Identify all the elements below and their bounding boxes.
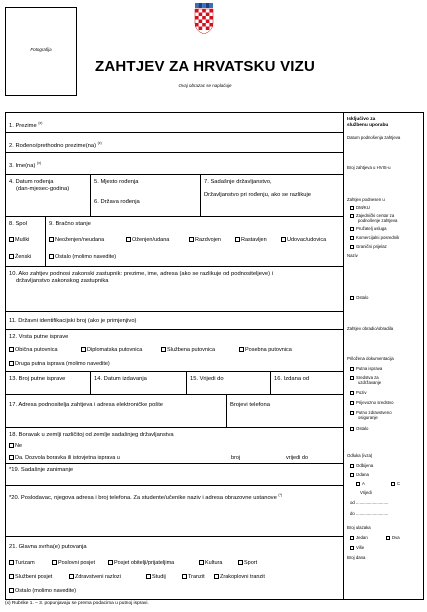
- days-label: Broj dana: [347, 555, 366, 560]
- croatian-coat-of-arms-icon: [193, 3, 215, 34]
- row-national-id[interactable]: [6, 312, 343, 330]
- entries-multiple-option[interactable]: Više: [350, 545, 364, 550]
- nationality-label: 7. Sadašnje državljanstvo,: [204, 179, 272, 185]
- address-label: 17. Adresa podnositelja zahtjeva i adresa elektroničke pošte: [9, 402, 164, 408]
- birth-country-label: 6. Država rođenja: [94, 199, 140, 205]
- sex-label: 8. Spol: [9, 221, 28, 227]
- row-birth-surname[interactable]: [6, 133, 343, 153]
- official-use-heading: Isključivo za: [347, 117, 376, 122]
- purpose-official-option[interactable]: Službeni posjet: [9, 574, 52, 581]
- application-form: [5, 112, 344, 600]
- entries-double-option[interactable]: Dva: [386, 535, 400, 540]
- name-label: Naziv: [347, 253, 358, 258]
- document-type-label: 12. Vrsta putne isprave: [9, 334, 69, 340]
- valid-to-field[interactable]: do ...........................: [350, 511, 389, 516]
- doc-travel-option[interactable]: Putna isprava: [350, 366, 382, 371]
- national-id-label: 11. Državni identifikacijski broj (ako je primjenjivo): [9, 318, 137, 324]
- birth-surname-note: (x): [97, 141, 102, 145]
- submitted-other-option[interactable]: Ostalo: [350, 295, 368, 300]
- nationality-at-birth-label: Državljanstvo pri rođenju, ako se razlikuje: [204, 192, 311, 198]
- row-document-details: [6, 372, 343, 395]
- issued-by-cell[interactable]: 16. Izdana od: [270, 372, 343, 394]
- decision-label: Odluka (ivza): [347, 453, 373, 458]
- form-subtitle: Ovaj obrazac se naplaćuje: [178, 83, 232, 88]
- residence-number-label: broj: [231, 455, 241, 461]
- valid-label: Vrijedi: [360, 490, 372, 495]
- row-sex-marital: [6, 217, 343, 267]
- row-legal-guardian[interactable]: [6, 267, 343, 312]
- doc-other-option[interactable]: Druga putna isprava (molimo navedite): [9, 361, 110, 368]
- sex-female-checkbox[interactable]: [9, 254, 14, 259]
- residence-label: 18. Boravak u zemlji različitoj od zemlje sadašnjeg državljanstva: [9, 432, 174, 438]
- doc-insurance-option[interactable]: Putno zdravstveno: [350, 410, 392, 415]
- phone-cell[interactable]: Brojevi telefona: [226, 395, 343, 427]
- purpose-culture-option[interactable]: Kultura: [199, 560, 222, 567]
- purpose-transit-option[interactable]: Tranzit: [182, 574, 205, 581]
- doc-special-option[interactable]: Posebna putovnica: [239, 347, 292, 354]
- entries-single-option[interactable]: Jedan: [350, 535, 368, 540]
- birth-date-label: 4. Datum rođenja: [9, 179, 54, 185]
- submitted-joint-centre-option[interactable]: Zajednički centar za: [350, 213, 394, 218]
- issue-date-cell[interactable]: 14. Datum izdavanja: [90, 372, 186, 394]
- doc-invitation-option[interactable]: Poziv: [350, 390, 367, 395]
- doc-service-option[interactable]: Službena putovnica: [161, 347, 215, 354]
- row-employer[interactable]: [6, 486, 343, 537]
- document-number-label: 13. Broj putne isprave: [9, 376, 66, 382]
- marital-separated-option[interactable]: Razdvojen: [189, 237, 221, 244]
- occupation-label: *19. Sadašnje zanimanje: [9, 467, 74, 473]
- submitted-embassy-option[interactable]: DM/KU: [350, 205, 370, 210]
- supporting-docs-label: Priložena dokumentacija: [347, 356, 394, 361]
- guardian-label: 10. Ako zahtjev podnosi zakonski zastupnik: prezime, ime, adresa (ako se razlikuje od podnositeljeve) i: [9, 271, 273, 277]
- row-purpose: [6, 537, 343, 601]
- purpose-family-option[interactable]: Posjet obitelji/prijateljima: [108, 560, 174, 567]
- submission-date-label: Datum podnošenja zahtjeva: [347, 135, 401, 140]
- row-occupation[interactable]: [6, 464, 343, 486]
- entries-label: Broj ulazaka: [347, 525, 371, 530]
- row-address[interactable]: [6, 395, 343, 428]
- visa-type-a-option[interactable]: A: [356, 481, 365, 486]
- purpose-airport-transit-option[interactable]: Zrakoplovni tranzit: [214, 574, 265, 581]
- birth-place-label: 5. Mjesto rođenja: [94, 179, 139, 185]
- given-names-label: 3. Ime(na): [9, 162, 36, 169]
- submitted-intermediary-option[interactable]: Komercijalni posrednik: [350, 235, 399, 240]
- valid-from-field[interactable]: od ...........................: [350, 500, 389, 505]
- valid-until-cell[interactable]: 15. Vrijedi do: [186, 372, 270, 394]
- given-names-note: (x): [37, 161, 42, 165]
- decision-refused-option[interactable]: Odbijena: [350, 463, 373, 468]
- sex-female-option[interactable]: Ženski: [9, 254, 31, 261]
- row-given-names[interactable]: [6, 153, 343, 175]
- footnote: (x) Rubrike 1. – 3. popunjavaju se prema podacima u putnoj ispravi.: [5, 601, 149, 606]
- official-use-heading-2: službenu uporabu: [347, 123, 389, 128]
- surname-note: (x): [38, 121, 43, 125]
- official-use-panel: [344, 112, 424, 600]
- doc-means-option[interactable]: Sredstva za: [350, 375, 379, 380]
- marital-other-option[interactable]: Ostalo (molimo navedite): [49, 254, 116, 261]
- form-title: ZAHTJEV ZA HRVATSKU VIZU: [94, 58, 316, 75]
- sex-male-option[interactable]: Muški: [9, 237, 29, 244]
- submitted-border-option[interactable]: Granični prijelaz: [350, 244, 387, 249]
- birth-surname-label: 2. Rođeno/prethodno prezime(na): [9, 142, 97, 149]
- nationality-cell[interactable]: [200, 175, 343, 216]
- purpose-study-option[interactable]: Studij: [146, 574, 166, 581]
- marital-status-label: 9. Bračno stanje: [49, 221, 91, 227]
- marital-divorced-option[interactable]: Rastavljen: [235, 237, 267, 244]
- guardian-label-2: državljanstvo zakonskog zastupnika: [16, 278, 109, 284]
- row-surname[interactable]: [6, 113, 343, 133]
- marital-married-option[interactable]: Oženjen/udana: [126, 237, 169, 244]
- purpose-label: 21. Glavna svrha(e) putovanja: [9, 544, 87, 550]
- doc-transport-option[interactable]: Prijevozno sredstvo: [350, 400, 394, 405]
- application-number-label: Broj zahtjeva u HVIS-u: [347, 165, 391, 170]
- submitted-at-label: Zahtjev podnesen u: [347, 197, 385, 202]
- residence-no-option[interactable]: Ne: [9, 443, 22, 450]
- residence-valid-label: vrijedi do: [286, 455, 309, 461]
- doc-diplomatic-option[interactable]: Diplomatska putovnica: [81, 347, 142, 354]
- marital-single-option[interactable]: Neoženjen/neudana: [49, 237, 104, 244]
- handled-by-label: Zahtjev obradio/obradila: [347, 326, 394, 331]
- residence-yes-option[interactable]: Da. Dozvola boravka ili istovjetna isprava u: [9, 455, 120, 462]
- sex-male-checkbox[interactable]: [9, 237, 14, 242]
- purpose-medical-option[interactable]: Zdravstveni razlozi: [69, 574, 121, 581]
- doc-other-option[interactable]: Ostalo: [350, 426, 368, 431]
- birth-date-format: (dan-mjesec-godina): [16, 186, 70, 192]
- employer-note: (*): [278, 493, 283, 497]
- purpose-tourism-option[interactable]: Turizam: [9, 560, 35, 567]
- doc-ordinary-option[interactable]: Obična putovnica: [9, 347, 58, 354]
- marital-widowed-option[interactable]: Udovac/udovica: [281, 237, 326, 244]
- marital-status-cell: [45, 217, 343, 266]
- visa-type-c-option[interactable]: C: [391, 481, 400, 486]
- row-birth-details: [6, 175, 343, 217]
- row-document-type: [6, 330, 343, 372]
- purpose-other-option[interactable]: Ostalo (molimo navedite): [9, 588, 76, 595]
- birth-place-cell[interactable]: [90, 175, 200, 216]
- submitted-provider-option[interactable]: Pružatelj usluga: [350, 226, 387, 231]
- purpose-business-option[interactable]: Poslovni posjet: [52, 560, 95, 567]
- doc-insurance-cont: osiguranje: [358, 415, 378, 420]
- submitted-joint-centre-cont: podnošenje zahtjeva: [358, 218, 398, 223]
- photo-box: [5, 7, 77, 96]
- employer-label: *20. Poslodavac, njegova adresa i broj telefona. Za studente/učenike naziv i adresa obrazovne ustanove: [9, 494, 277, 501]
- surname-label: 1. Prezime: [9, 122, 37, 129]
- doc-means-cont: uzdržavanje: [358, 380, 382, 385]
- decision-issued-option[interactable]: Izdana: [350, 472, 369, 477]
- row-residence: [6, 428, 343, 464]
- purpose-sport-option[interactable]: Sport: [238, 560, 257, 567]
- photo-label: Fotografija: [30, 47, 52, 52]
